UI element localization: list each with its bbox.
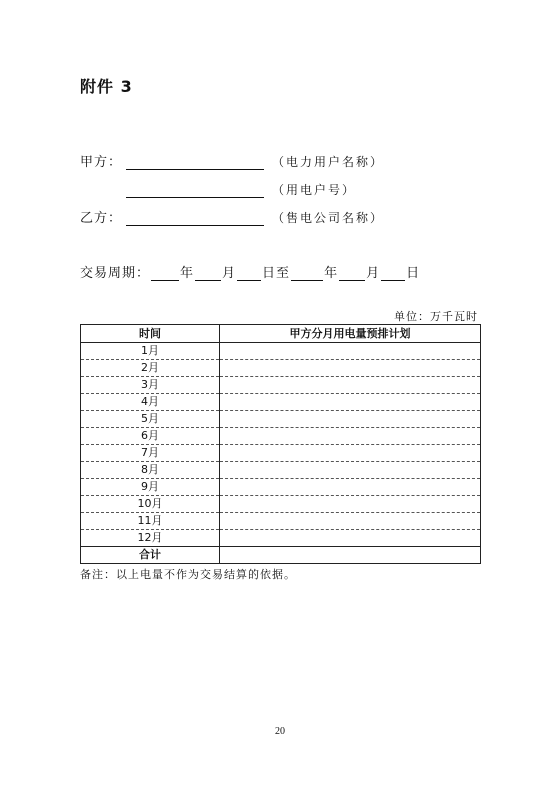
table-row xyxy=(81,496,481,513)
party-b-label: 乙方： xyxy=(80,211,123,226)
table-row xyxy=(81,411,481,428)
party-b-name-blank[interactable] xyxy=(126,211,264,226)
table-row xyxy=(81,530,481,547)
month-cell: 7月 xyxy=(81,445,220,462)
party-a-account-hint: （用电户号） xyxy=(272,183,357,197)
start-month-blank[interactable] xyxy=(195,266,221,281)
start-day-blank[interactable] xyxy=(237,266,261,281)
plan-value-cell[interactable] xyxy=(220,445,481,462)
month-cell: 9月 xyxy=(81,479,220,496)
table-row xyxy=(81,445,481,462)
table-header-row xyxy=(81,325,481,343)
table-row xyxy=(81,394,481,411)
end-day-unit: 日 xyxy=(406,266,421,281)
party-a-row xyxy=(80,150,384,170)
plan-value-cell[interactable] xyxy=(220,462,481,479)
month-cell: 10月 xyxy=(81,496,220,513)
plan-value-cell[interactable] xyxy=(220,513,481,530)
month-cell: 1月 xyxy=(81,343,220,360)
party-a-account-blank[interactable] xyxy=(126,183,264,198)
plan-value-cell[interactable] xyxy=(220,411,481,428)
plan-value-cell[interactable] xyxy=(220,428,481,445)
page-number: 20 xyxy=(275,726,285,737)
table-row xyxy=(81,377,481,394)
attachment-title: 附件 3 xyxy=(80,77,133,96)
month-cell: 8月 xyxy=(81,462,220,479)
table-row xyxy=(81,360,481,377)
month-cell: 11月 xyxy=(81,513,220,530)
month-cell: 12月 xyxy=(81,530,220,547)
total-row xyxy=(81,547,481,564)
party-a-name-hint: （电力用户名称） xyxy=(272,155,385,169)
plan-value-cell[interactable] xyxy=(220,479,481,496)
party-b-row xyxy=(80,206,384,226)
total-label: 合计 xyxy=(81,547,220,564)
table-body xyxy=(81,343,481,564)
party-b-name-hint: （售电公司名称） xyxy=(272,211,385,225)
plan-value-cell[interactable] xyxy=(220,394,481,411)
period-label: 交易周期： xyxy=(80,266,151,281)
monthly-plan-table xyxy=(80,324,481,564)
start-year-blank[interactable] xyxy=(151,266,179,281)
party-a-name-blank[interactable] xyxy=(126,155,264,170)
plan-value-cell[interactable] xyxy=(220,360,481,377)
party-a-label: 甲方： xyxy=(80,155,123,170)
table-row xyxy=(81,462,481,479)
table-row xyxy=(81,428,481,445)
month-cell: 2月 xyxy=(81,360,220,377)
end-year-unit: 年 xyxy=(324,266,339,281)
end-year-blank[interactable] xyxy=(291,266,323,281)
end-month-unit: 月 xyxy=(366,266,381,281)
note: 备注：以上电量不作为交易结算的依据。 xyxy=(80,568,296,581)
table-row xyxy=(81,513,481,530)
month-cell: 3月 xyxy=(81,377,220,394)
header-plan: 甲方分月用电量预排计划 xyxy=(220,325,481,343)
month-cell: 4月 xyxy=(81,394,220,411)
month-cell: 5月 xyxy=(81,411,220,428)
plan-value-cell[interactable] xyxy=(220,530,481,547)
table-row xyxy=(81,343,481,360)
start-month-unit: 月 xyxy=(222,266,237,281)
end-month-blank[interactable] xyxy=(339,266,365,281)
table-row xyxy=(81,479,481,496)
start-day-unit: 日至 xyxy=(262,266,291,281)
total-value-cell[interactable] xyxy=(220,547,481,564)
unit-label: 单位：万千瓦时 xyxy=(394,310,478,323)
month-cell: 6月 xyxy=(81,428,220,445)
plan-value-cell[interactable] xyxy=(220,343,481,360)
end-day-blank[interactable] xyxy=(381,266,405,281)
header-time: 时间 xyxy=(81,325,220,343)
plan-value-cell[interactable] xyxy=(220,377,481,394)
trade-period xyxy=(80,262,420,281)
plan-value-cell[interactable] xyxy=(220,496,481,513)
party-a-account-row xyxy=(80,178,356,198)
start-year-unit: 年 xyxy=(180,266,195,281)
